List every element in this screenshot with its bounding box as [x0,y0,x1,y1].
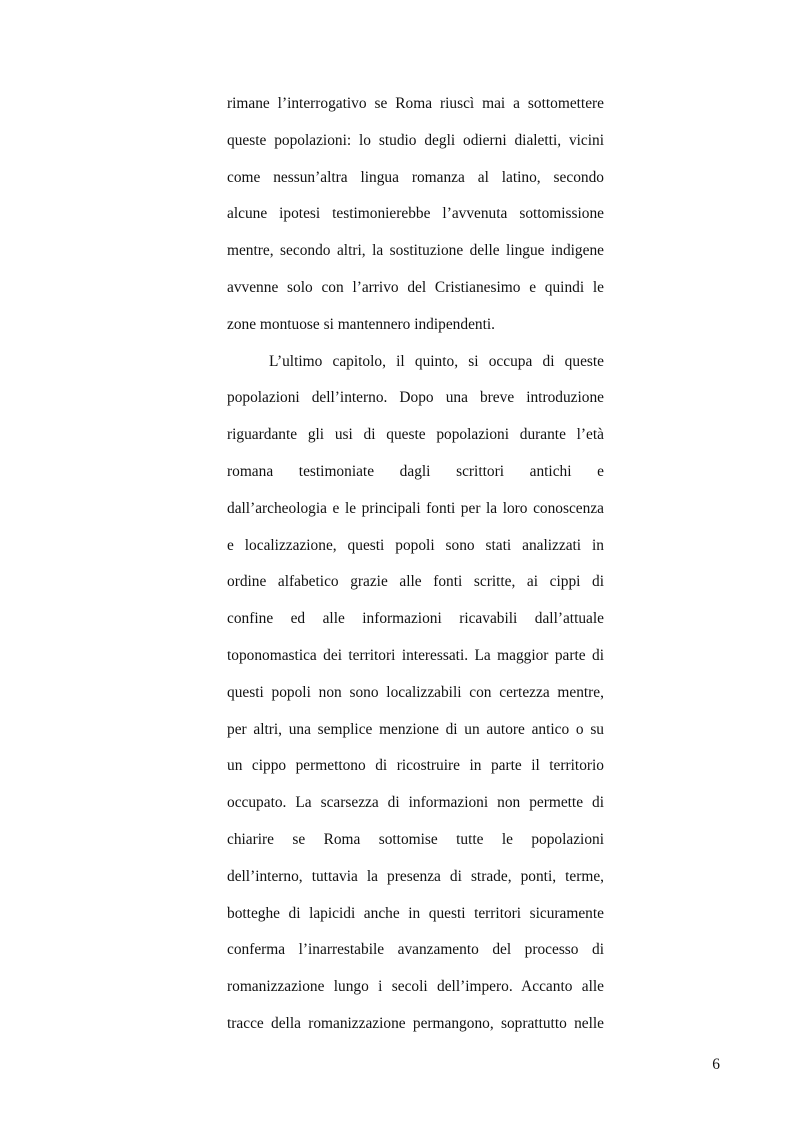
text-line: rimane l’interrogativo se Roma riuscì mai a sottomettere [227,95,604,112]
page-number: 6 [712,1056,720,1073]
text-line: dall’archeologia e le principali fonti per la loro conoscenza [227,499,604,517]
text-line: come nessun’altra lingua romanza al latino, secondo [227,168,604,186]
text-line: alcune ipotesi testimonierebbe l’avvenuta sottomissione [227,205,604,223]
text-line: confine ed alle informazioni ricavabili dall’attuale [227,610,604,628]
text-line: ordine alfabetico grazie alle fonti scritte, ai cippi di [227,573,604,591]
text-line: occupato. La scarsezza di informazioni non permette di [227,794,604,812]
text-line: un cippo permettono di ricostruire in parte il territorio [227,757,604,775]
text-line: per altri, una semplice menzione di un autore antico o su [227,720,604,738]
text-line: conferma l’inarrestabile avanzamento del processo di [227,941,604,959]
text-line: e localizzazione, questi popoli sono stati analizzati in [227,536,604,554]
text-line: dell’interno, tuttavia la presenza di strade, ponti, terme, [227,867,604,885]
text-line: botteghe di lapicidi anche in questi territori sicuramente [227,904,604,922]
text-line: romana testimoniate dagli scrittori antichi e [227,462,604,480]
text-line: zone montuose si mantennero indipendenti. [227,315,495,333]
text-line: tracce della romanizzazione permangono, soprattutto nelle [227,1014,604,1032]
text-line: mentre, secondo altri, la sostituzione delle lingue indigene [227,242,604,260]
paragraph [227,90,604,348]
text-line: toponomastica dei territori interessati. La maggior parte di [227,646,604,664]
text-line: L’ultimo capitolo, il quinto, si occupa di queste [269,352,604,370]
text-line: romanizzazione lungo i secoli dell’impero. Accanto alle [227,978,604,996]
text-line: questi popoli non sono localizzabili con certezza mentre, [227,683,604,701]
text-line: popolazioni dell’interno. Dopo una breve introduzione [227,389,604,407]
text-line: queste popolazioni: lo studio degli odierni dialetti, vicini [227,131,604,149]
paragraph [227,348,604,1047]
text-line: chiarire se Roma sottomise tutte le popolazioni [227,830,604,848]
text-line: avvenne solo con l’arrivo del Cristianesimo e quindi le [227,278,604,296]
body-text [227,90,604,1047]
text-line: riguardante gli usi di queste popolazioni durante l’età [227,426,604,444]
